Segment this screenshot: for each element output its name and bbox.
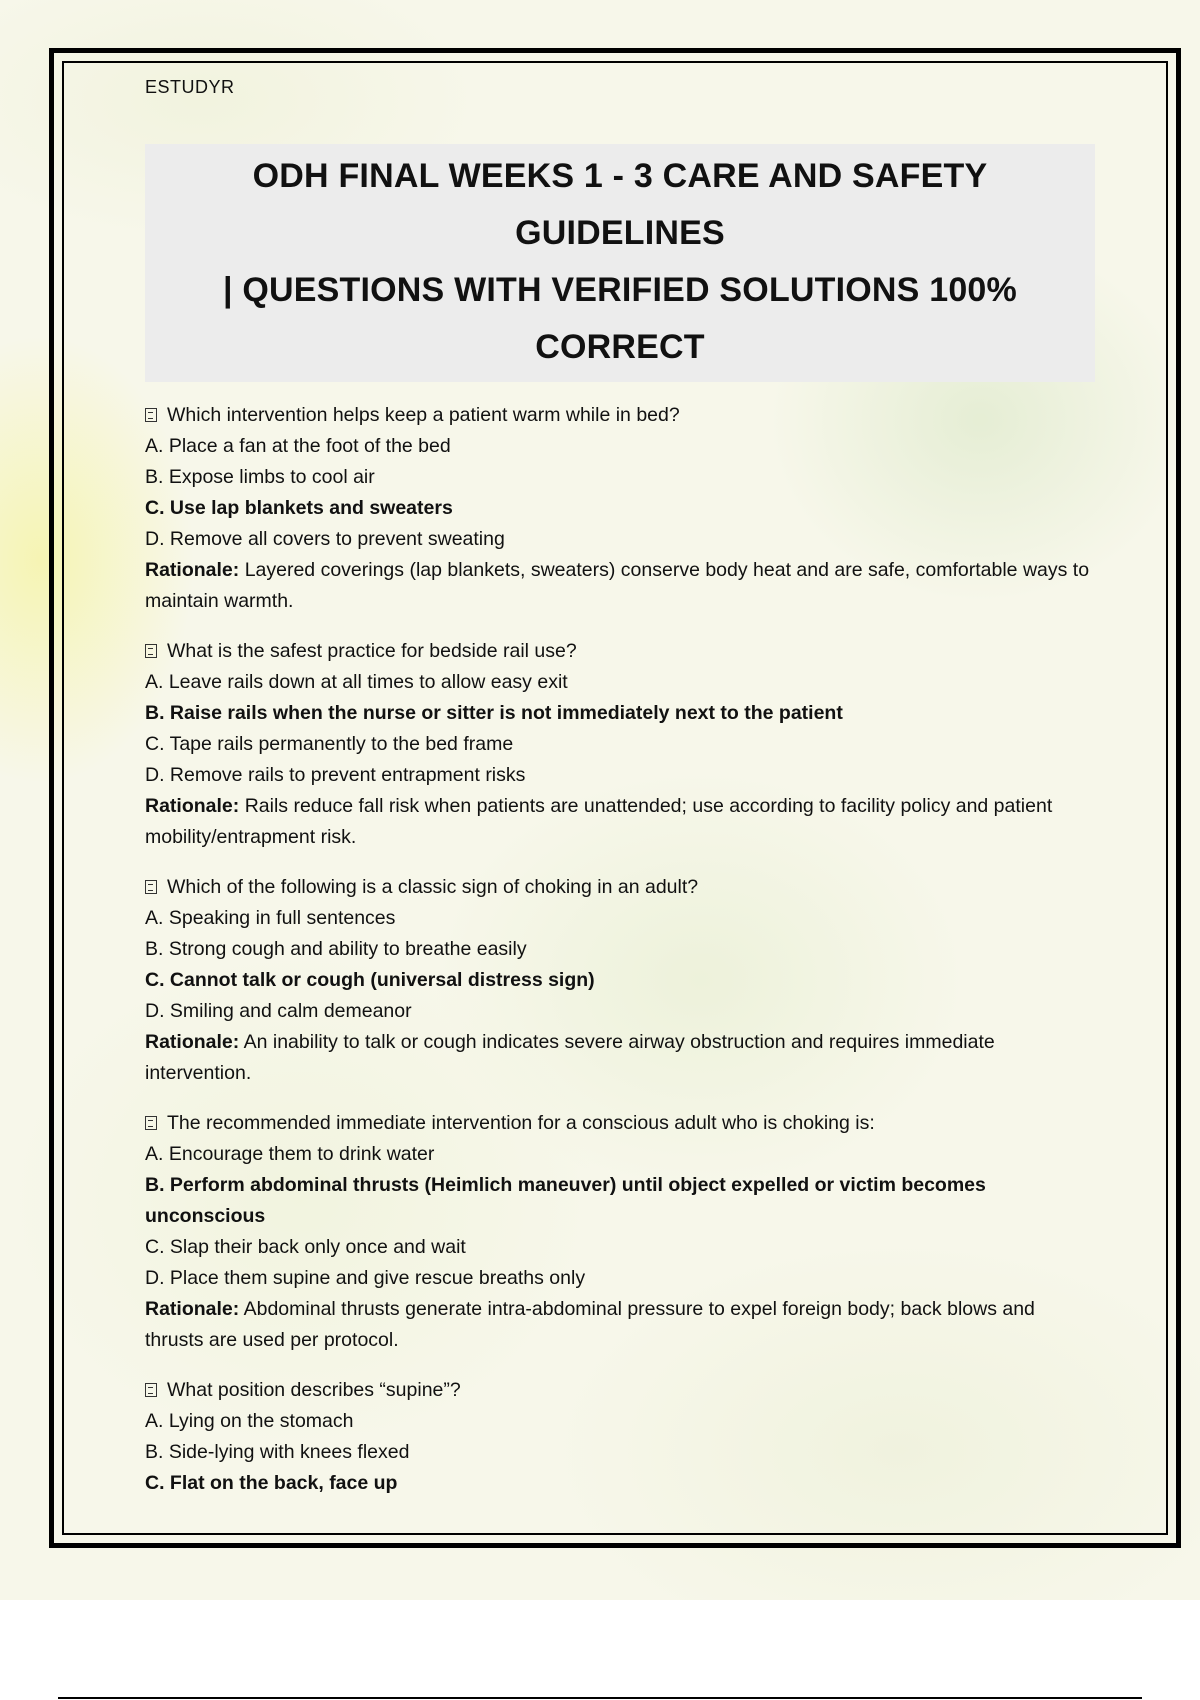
correct-answer-option: C. Flat on the back, face up [145, 1472, 398, 1494]
question-box-icon [145, 408, 157, 422]
question-text-line [145, 400, 1095, 431]
rationale-label: Rationale: [145, 795, 240, 817]
question-text: Which of the following is a classic sign of choking in an adult? [167, 876, 699, 898]
page-bottom-margin [0, 1600, 1200, 1700]
rationale-text: Layered coverings (lap blankets, sweaters) conserve body heat and are safe, comfortable ways to maintain warmth. [145, 559, 1090, 612]
answer-option: A. Speaking in full sentences [145, 907, 396, 929]
rationale [145, 1027, 1095, 1089]
answer-option: C. Slap their back only once and wait [145, 1236, 466, 1258]
question-text: The recommended immediate intervention for a conscious adult who is choking is: [167, 1112, 875, 1134]
rationale-text: Rails reduce fall risk when patients are unattended; use according to facility policy and patient mobility/entrapment risk. [145, 795, 1053, 848]
title-line-2: | QUESTIONS WITH VERIFIED SOLUTIONS 100% [223, 271, 1017, 309]
rationale-label: Rationale: [145, 559, 240, 581]
rationale-label: Rationale: [145, 1298, 240, 1320]
rationale-label: Rationale: [145, 1031, 240, 1053]
question-text: What position describes “supine”? [167, 1379, 461, 1401]
rationale-text: An inability to talk or cough indicates severe airway obstruction and requires immediate intervention. [145, 1031, 995, 1084]
question-box-icon [145, 1116, 157, 1130]
question-text: Which intervention helps keep a patient warm while in bed? [167, 404, 680, 426]
question-text-line [145, 872, 1095, 903]
footer-rule [58, 1697, 1142, 1699]
correct-answer-option: C. Cannot talk or cough (universal distress sign) [145, 969, 595, 991]
question-text: What is the safest practice for bedside rail use? [167, 640, 577, 662]
question-box-icon [145, 1383, 157, 1397]
answer-option: A. Lying on the stomach [145, 1410, 354, 1432]
question-block [145, 1108, 1095, 1356]
question-text-line [145, 636, 1095, 667]
correct-answer-option: B. Perform abdominal thrusts (Heimlich maneuver) until object expelled or victim becomes unconscious [145, 1174, 986, 1227]
question-block [145, 400, 1095, 617]
document-content [145, 72, 1095, 1518]
answer-option: A. Leave rails down at all times to allow easy exit [145, 671, 568, 693]
answer-option: A. Place a fan at the foot of the bed [145, 435, 451, 457]
question-block [145, 636, 1095, 853]
question-block [145, 1375, 1095, 1499]
answer-option: D. Remove rails to prevent entrapment risks [145, 764, 526, 786]
correct-answer-option: B. Raise rails when the nurse or sitter is not immediately next to the patient [145, 702, 843, 724]
title-line-3: CORRECT [535, 328, 705, 366]
correct-answer-option: C. Use lap blankets and sweaters [145, 497, 453, 519]
answer-option: D. Place them supine and give rescue breaths only [145, 1267, 586, 1289]
question-box-icon [145, 644, 157, 658]
answer-option: B. Strong cough and ability to breathe easily [145, 938, 527, 960]
rationale-text: Abdominal thrusts generate intra-abdominal pressure to expel foreign body; back blows and thrusts are used per protocol. [145, 1298, 1035, 1351]
answer-option: B. Expose limbs to cool air [145, 466, 375, 488]
rationale [145, 555, 1095, 617]
question-block [145, 872, 1095, 1089]
answer-option: B. Side-lying with knees flexed [145, 1441, 410, 1463]
question-box-icon [145, 880, 157, 894]
document-title [145, 144, 1095, 382]
rationale [145, 791, 1095, 853]
question-list [145, 400, 1095, 1499]
answer-option: D. Remove all covers to prevent sweating [145, 528, 505, 550]
answer-option: A. Encourage them to drink water [145, 1143, 435, 1165]
question-text-line [145, 1375, 1095, 1406]
brand-label: ESTUDYR [145, 77, 235, 97]
answer-option: C. Tape rails permanently to the bed frame [145, 733, 514, 755]
answer-option: D. Smiling and calm demeanor [145, 1000, 412, 1022]
question-text-line [145, 1108, 1095, 1139]
rationale [145, 1294, 1095, 1356]
title-line-1: ODH FINAL WEEKS 1 - 3 CARE AND SAFETY GUIDELINES [252, 157, 988, 252]
